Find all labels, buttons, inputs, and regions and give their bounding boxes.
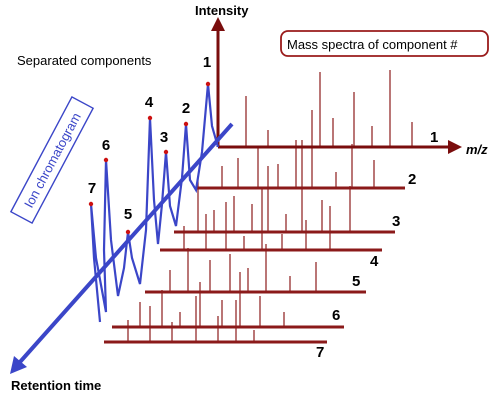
mass-spectra-box: [281, 31, 488, 56]
spectrum-label-3: 3: [392, 213, 401, 230]
mz-axis: [218, 140, 462, 154]
peak-label-7: 7: [87, 180, 97, 197]
peak-dot-6: [104, 158, 108, 162]
intensity-axis-title: Intensity: [195, 3, 249, 18]
peak-dot-7: [89, 202, 93, 206]
peak-dot-3: [164, 150, 168, 154]
peak-label-1: 1: [202, 54, 212, 71]
spectrum-label-2: 2: [408, 171, 417, 188]
peak-label-3: 3: [159, 129, 169, 146]
peak-dot-5: [126, 230, 130, 234]
ion-chromatogram-trace: [91, 84, 218, 322]
peak-label-2: 2: [181, 100, 191, 117]
ion-chromatogram-label: Ion chromatogram: [21, 110, 84, 211]
ion-chromatogram-box: [11, 97, 93, 223]
peak-dot-4: [148, 116, 152, 120]
peak-label-6: 6: [101, 137, 111, 154]
peak-label-4: 4: [144, 94, 154, 111]
intensity-arrow-head: [211, 17, 225, 31]
peak-label-5: 5: [123, 206, 133, 223]
spectrum-label-4: 4: [370, 253, 379, 270]
separated-components-label: Separated components: [17, 53, 152, 68]
peak-dot-1: [206, 82, 210, 86]
mz-arrow-head: [448, 140, 462, 154]
spectrum-label-7: 7: [316, 344, 325, 361]
peak-dot-2: [184, 122, 188, 126]
spectrum-label-6: 6: [332, 307, 341, 324]
retention-time-axis-title: Retention time: [11, 378, 102, 393]
spectrum-label-1: 1: [430, 129, 439, 146]
mz-axis-title: m/z: [466, 142, 488, 157]
mass-spectra-label: Mass spectra of component #: [287, 37, 458, 52]
spectrum-label-5: 5: [352, 273, 361, 290]
